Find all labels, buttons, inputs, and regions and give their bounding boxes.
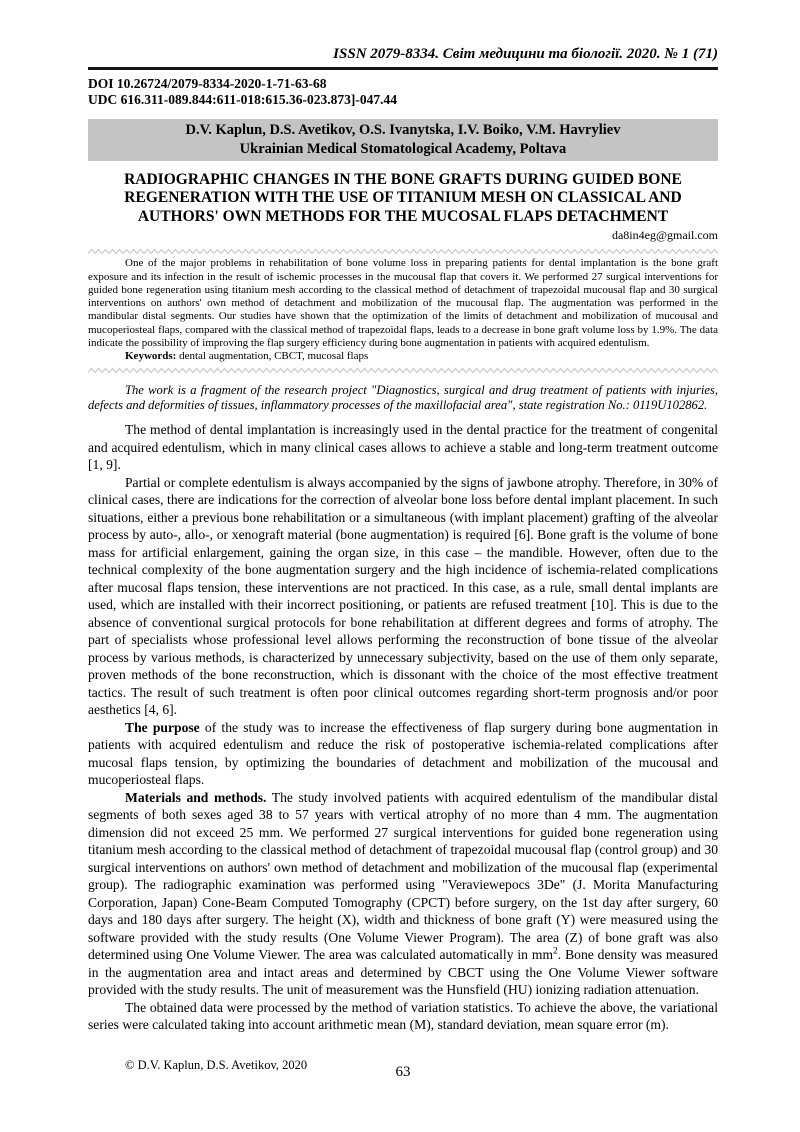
superscript-2: 2 (553, 946, 558, 957)
paragraph-purpose (88, 719, 718, 789)
zigzag-divider-top (88, 248, 718, 255)
footer-copyright: © D.V. Kaplun, D.S. Avetikov, 2020 (125, 1058, 308, 1072)
udc-line: UDC 616.311-089.844:611-018:615.36-023.873]-047.44 (88, 91, 397, 107)
purpose-lead: The purpose (125, 719, 200, 735)
research-fragment-note: The work is a fragment of the research project "Diagnostics, surgical and drug treatment of patients with injuries, defects and deformities of tissues, inflammatory processes of the maxillofacial area", state registration No.: 0119U102862. (88, 382, 718, 412)
zigzag-icon (88, 248, 718, 255)
materials-text-a: The study involved patients with acquired edentulism of the mandibular distal segments of both sexes aged 38 to 57 years with vertical atrophy of no more than 4 mm. The augmentation dimension did not exceed 25 mm. We performed 27 surgical interventions for guided bone regeneration using titanium mesh according to the classical method of detachment of trapezoidal mucousal flap (control group) and 30 surgical interventions on authors' own method of detachment and mobilization of the mucousal flap (experimental group). The radiographic examination was performed using "Veraviewepocs 3De" (J. Morita Manufacturing Corporation, Japan) Cone-Beam Computed Tomography (CPCT) before surgery, on the 1st day after surgery, 60 days and 180 days after surgery. The height (X), width and thickness of bone graft (Y) were measured using the software provided with the study results (One Volume Viewer Program). The area (Z) of bone graft was also determined using One Volume Viewer. The area was calculated automatically in mm (88, 789, 718, 963)
materials-text-b: . Bone density was measured in the augmentation area and intact areas and determined by CBCT using the One Volume Viewer software provided with the study results. The unit of measurement was the Hunsfield (HU) ionizing radiation attenuation. (88, 947, 718, 998)
paragraph-materials-methods (88, 789, 718, 999)
keywords-label: Keywords: (125, 350, 177, 363)
abstract-text: One of the major problems in rehabilitation of bone volume loss in preparing patients for dental implantation is the bone graft exposure and its infection in the result of ischemic processes in the mucousal flap that covers it. We performed 27 surgical interventions for guided bone regeneration using titanium mesh according to the classical method of detachment of trapezoidal mucousal flap and 30 surgical interventions on authors' own method of detachment and mobilization of the mucousal flap. The augmentation was performed in the mandibular distal segments. Our studies have shown that the optimization of the limits of detachment and mobilization of mucousal and mucoperiosteal flaps, compared with the classical method of trapezoidal flaps, leads to a decrease in bone graft volume loss by 1.9%. The data indicate the possibility of improving the flap surgery efficiency during bone augmentation in patients with acquired edentulism. (88, 257, 718, 349)
page-number: 63 (395, 1064, 411, 1080)
article-title: RADIOGRAPHIC CHANGES IN THE BONE GRAFTS DURING GUIDED BONE REGENERATION WITH THE USE OF TITANIUM MESH ON CLASSICAL AND AUTHORS' OWN METHODS FOR THE MUCOSAL FLAPS DETACHMENT (124, 171, 682, 225)
zigzag-divider-bottom (88, 367, 718, 374)
paragraph-edentulism: Partial or complete edentulism is always accompanied by the signs of jawbone atrophy. Therefore, in 30% of clinical cases, there are indications for the correction of alveolar bone loss before dental implant placement. In such situations, either a previous bone rehabilitation or a simultaneous (with implant placement) grafting of the alveolar process by auto-, allo-, or xenograft material (bone augmentation) is required [6]. Bone graft is the volume of bone mass for artificial enlargement, gaining the organ size, in this case – the mandible. However, often due to the technical complexity of the bone augmentation surgery and the high incidence of ischemia-related complications after mucosal flaps tension, these interventions are not practiced. In this case, as a rule, small dental implants are used, which are installed with their incorrect positioning, or patients are refused treatment [10]. This is due to the absence of conventional surgical protocols for bone rehabilitation at different degrees and forms of atrophy. The part of specialists whose professional level allows performing the reconstruction of bone tissue of the alveolar process by various methods, is characterized by unnecessary subjectivity, based on the use of them only separate, proven methods of the bone reconstruction, which is dissonant with the choice of the most effective treatment tactics. The result of such treatment is often poor clinical outcomes regarding short-term prognosis and/or poor aesthetics [4, 6]. (88, 474, 718, 718)
keywords-value: dental augmentation, CBCT, mucosal flaps (176, 350, 369, 363)
authors-line: D.V. Kaplun, D.S. Avetikov, O.S. Ivanytska, I.V. Boiko, V.M. Havryliev (185, 122, 621, 138)
authors-box (88, 119, 718, 161)
materials-lead: Materials and methods. (125, 789, 267, 805)
journal-header: ISSN 2079-8334. Світ медицини та біології. 2020. № 1 (71) (333, 46, 718, 62)
paragraph-statistics: The obtained data were processed by the method of variation statistics. To achieve the above, the variational series were calculated taking into account arithmetic mean (M), standard deviation, mean square error (m). (88, 999, 718, 1033)
affiliation-line: Ukrainian Medical Stomatological Academy, Poltava (239, 141, 567, 157)
doi-line: DOI 10.26724/2079-8334-2020-1-71-63-68 (88, 76, 327, 91)
zigzag-icon (88, 367, 718, 374)
paragraph-introduction: The method of dental implantation is increasingly used in the dental practice for the treatment of congenital and acquired edentulism, which in many clinical cases allows to achieve a stable and long-term treatment outcome [1, 9]. (88, 422, 718, 473)
author-email: da8in4eg@gmail.com (611, 228, 718, 243)
header-divider-rule (88, 67, 718, 70)
page-footer (88, 1056, 718, 1086)
keywords-line (125, 350, 718, 363)
purpose-text: of the study was to increase the effectiveness of flap surgery during bone augmentation in patients with acquired edentulism and reduce the risk of postoperative ischemia-related complications after mucosal flaps tension, by optimizing the boundaries of detachment and mobilization of the mucousal and mucoperiosteal flaps. (88, 719, 718, 788)
